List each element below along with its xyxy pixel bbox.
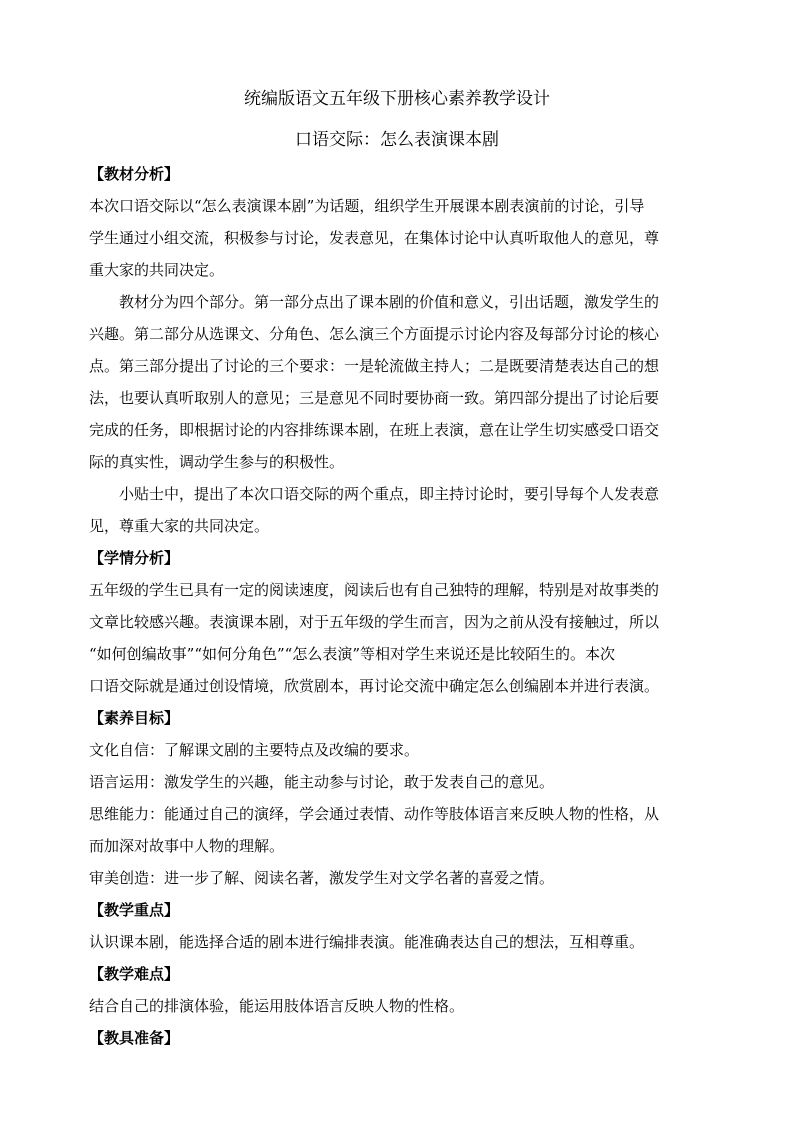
section-heading-key-points: 【教学重点】 [89,901,180,919]
section-heading-literacy-goals: 【素养目标】 [89,709,180,727]
paragraph-line: 而加深对故事中人物的理解。 [89,837,285,855]
paragraph-line: 口语交际就是通过创设情境，欣赏剧本，再讨论交流中确定怎么创编剧本并进行表演。 [89,677,660,695]
paragraph-line: 教材分为四个部分。第一部分点出了课本剧的价值和意义，引出话题，激发学生的 [119,293,660,311]
paragraph-line: 重大家的共同决定。 [89,261,225,279]
paragraph-line: 文化自信：了解课文剧的主要特点及改编的要求。 [89,741,420,759]
paragraph-line: 见，尊重大家的共同决定。 [89,517,270,535]
paragraph-line: 兴趣。第二部分从选课文、分角色、怎么演三个方面提示讨论内容及每部分讨论的核心 [89,325,660,343]
paragraph-line: 文章比较感兴趣。表演课本剧，对于五年级的学生而言，因为之前从没有接触过，所以 [89,613,660,631]
section-heading-materials: 【教具准备】 [89,1029,180,1047]
paragraph-line: 五年级的学生已具有一定的阅读速度，阅读后也有自己独特的理解，特别是对故事类的 [89,581,660,599]
paragraph-line: 学生通过小组交流，积极参与讨论，发表意见，在集体讨论中认真听取他人的意见，尊 [89,229,660,247]
paragraph-line: 认识课本剧，能选择合适的剧本进行编排表演。能准确表达自己的想法，互相尊重。 [89,933,645,951]
paragraph-line: 际的真实性，调动学生参与的积极性。 [89,453,345,471]
paragraph-line: 法，也要认真听取别人的意见；三是意见不同时要协商一致。第四部分提出了讨论后要 [89,389,660,407]
section-heading-difficulties: 【教学难点】 [89,965,180,983]
paragraph-line: “如何创编故事”“如何分角色”“怎么表演”等相对学生来说还是比较陌生的。本次 [89,645,616,663]
section-heading-material-analysis: 【教材分析】 [89,165,180,183]
paragraph-line: 本次口语交际以“怎么表演课本剧”为话题，组织学生开展课本剧表演前的讨论，引导 [89,197,645,215]
paragraph-line: 点。第三部分提出了讨论的三个要求：一是轮流做主持人；二是既要清楚表达自己的想 [89,357,660,375]
paragraph-line: 结合自己的排演体验，能运用肢体语言反映人物的性格。 [89,997,465,1015]
section-heading-learner-analysis: 【学情分析】 [89,549,180,567]
paragraph-line: 审美创造：进一步了解、阅读名著，激发学生对文学名著的喜爱之情。 [89,869,555,887]
document-subtitle: 口语交际：怎么表演课本剧 [295,130,499,150]
paragraph-line: 完成的任务，即根据讨论的内容排练课本剧，在班上表演，意在让学生切实感受口语交 [89,421,660,439]
document-title: 统编版语文五年级下册核心素养教学设计 [244,89,550,109]
paragraph-line: 语言运用：激发学生的兴趣，能主动参与讨论，敢于发表自己的意见。 [89,773,555,791]
paragraph-line: 思维能力：能通过自己的演绎，学会通过表情、动作等肢体语言来反映人物的性格，从 [89,805,660,823]
paragraph-line: 小贴士中，提出了本次口语交际的两个重点，即主持讨论时，要引导每个人发表意 [119,485,660,503]
